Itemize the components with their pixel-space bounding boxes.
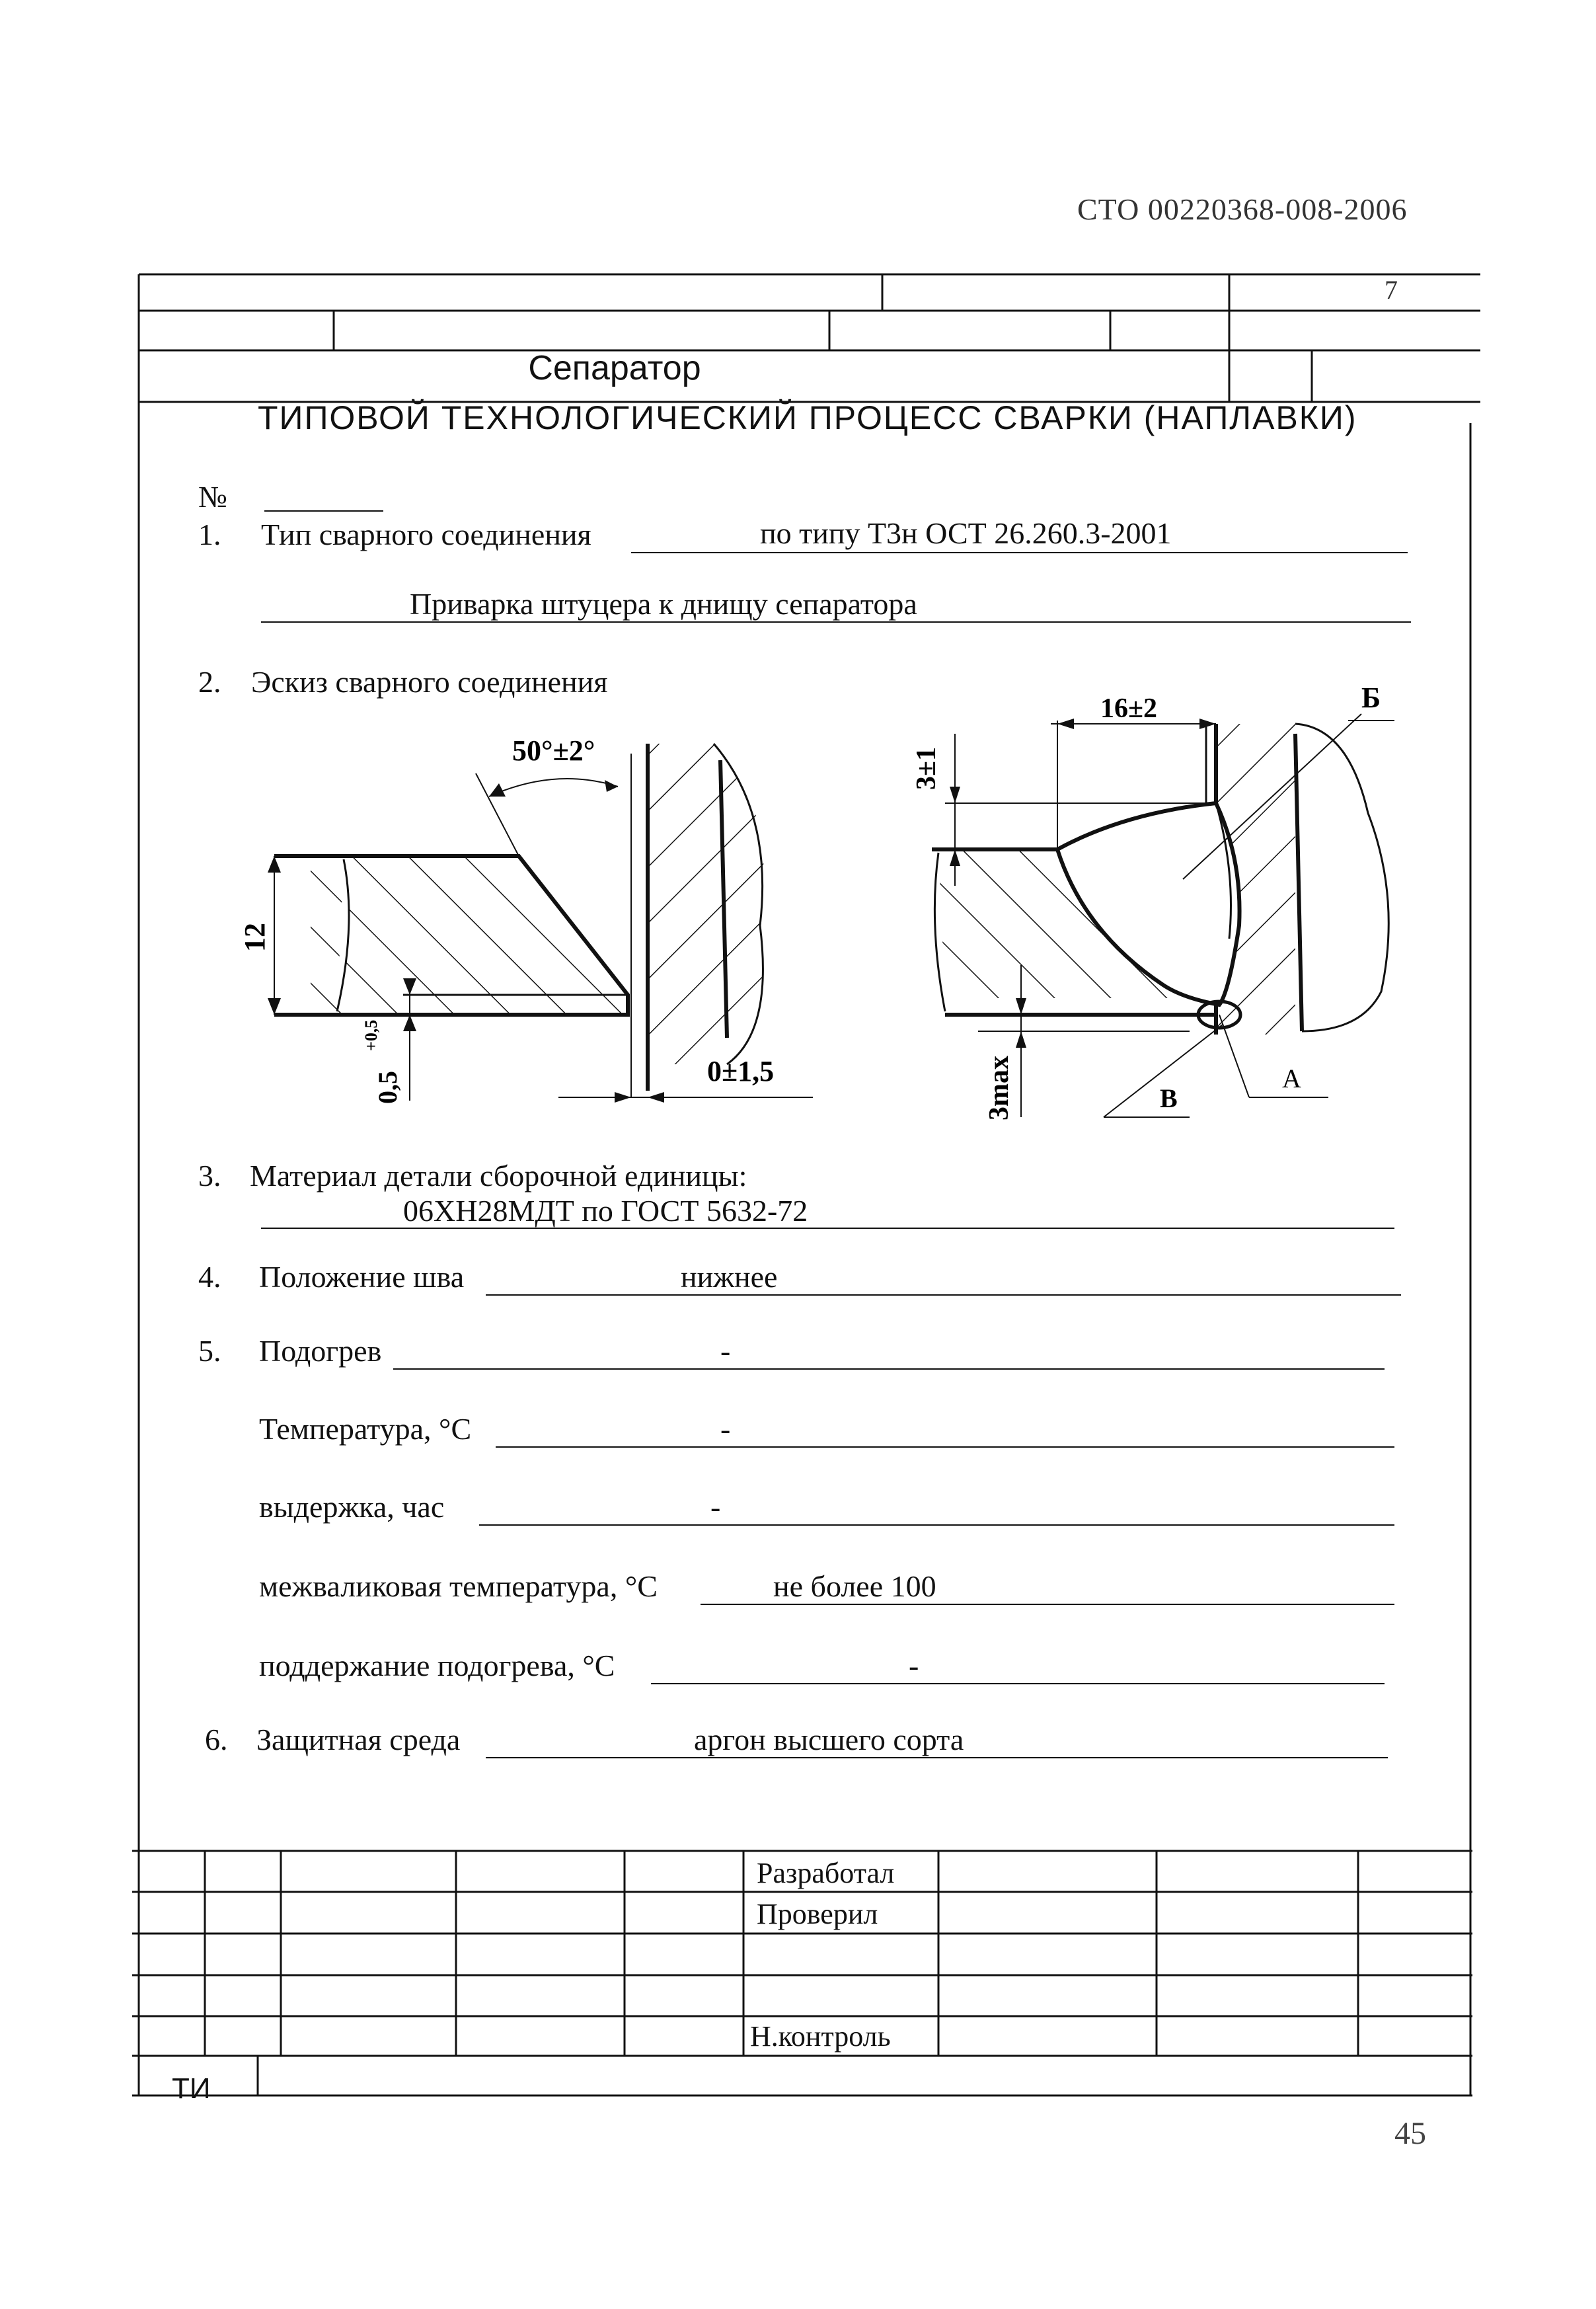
- maintain-underline: [651, 1683, 1385, 1684]
- gap-dimension: 0±1,5: [707, 1055, 775, 1087]
- item-1-value: по типу Т3н ОСТ 26.260.3-2001: [760, 516, 1172, 550]
- item-3-value: 06ХН28МДТ по ГОСТ 5632-72: [403, 1194, 808, 1228]
- maintain-value: -: [909, 1649, 919, 1682]
- item-4-number: 4.: [198, 1260, 221, 1294]
- temperature-underline: [496, 1446, 1394, 1448]
- item-6-label: Защитная среда: [256, 1723, 461, 1756]
- angle-arc: [489, 779, 618, 797]
- item-6-value: аргон высшего сорта: [694, 1723, 964, 1756]
- item-4-underline: [486, 1294, 1401, 1296]
- developed-label: Разработал: [757, 1857, 895, 1889]
- item-5-number: 5.: [198, 1334, 221, 1368]
- item-3-label: Материал детали сборочной единицы:: [250, 1159, 747, 1193]
- item-4-label: Положение шва: [259, 1260, 465, 1294]
- temperature-value: -: [720, 1412, 731, 1446]
- hold-value: -: [710, 1490, 721, 1524]
- label-a: А: [1282, 1064, 1301, 1093]
- item-1-number: 1.: [198, 518, 221, 551]
- checked-label: Проверил: [757, 1898, 878, 1930]
- number-label: №: [198, 480, 227, 514]
- label-b: Б: [1361, 682, 1381, 714]
- interpass-label: межваликовая температура, °С: [259, 1569, 658, 1603]
- item-1-label: Тип сварного соединения: [261, 518, 591, 551]
- penetration-dimension: 3max: [984, 1056, 1014, 1120]
- maintain-label: поддержание подогрева, °С: [259, 1649, 615, 1682]
- item-5-underline: [393, 1368, 1385, 1370]
- item-4-value: нижнее: [681, 1260, 778, 1294]
- form-code: ТИ: [172, 2072, 211, 2105]
- right-wall-inner: [1295, 734, 1302, 1031]
- angle-dimension: 50°±2°: [512, 734, 595, 767]
- norm-control-label: Н.контроль: [750, 2020, 891, 2053]
- document-code: СТО 00220368-008-2006: [1077, 192, 1408, 226]
- reinforcement-dimension: 3±1: [911, 746, 942, 790]
- temperature-label: Температура, °С: [259, 1412, 472, 1446]
- item-1-value-2: Приварка штуцера к днищу сепаратора: [410, 587, 917, 621]
- left-joint-sketch: [239, 734, 813, 1104]
- item-5-value: -: [720, 1334, 731, 1368]
- left-wall-hatch: [648, 744, 764, 1064]
- thickness-dimension: 12: [239, 923, 271, 952]
- label-v: В: [1160, 1083, 1178, 1113]
- process-title: ТИПОВОЙ ТЕХНОЛОГИЧЕСКИЙ ПРОЦЕСС СВАРКИ (НАПЛАВКИ): [258, 399, 1357, 436]
- item-6-underline: [486, 1757, 1388, 1758]
- root-tolerance: +0,5: [361, 1019, 381, 1051]
- page-number: 45: [1394, 2116, 1426, 2151]
- item-2-label: Эскиз сварного соединения: [251, 665, 608, 699]
- leg-dimension: 16±2: [1100, 693, 1158, 724]
- item-2-number: 2.: [198, 665, 221, 699]
- item-5-label: Подогрев: [259, 1334, 382, 1368]
- root-dimension: 0,5: [373, 1071, 402, 1104]
- hold-underline: [479, 1524, 1394, 1526]
- sheet-number: 7: [1385, 275, 1398, 305]
- interpass-underline: [701, 1604, 1394, 1605]
- right-joint-sketch: [911, 682, 1394, 1120]
- interpass-value: не более 100: [773, 1569, 936, 1603]
- hold-label: выдержка, час: [259, 1490, 445, 1524]
- item-6-number: 6.: [205, 1723, 228, 1756]
- document-title: Сепаратор: [528, 349, 701, 387]
- item-3-number: 3.: [198, 1159, 221, 1193]
